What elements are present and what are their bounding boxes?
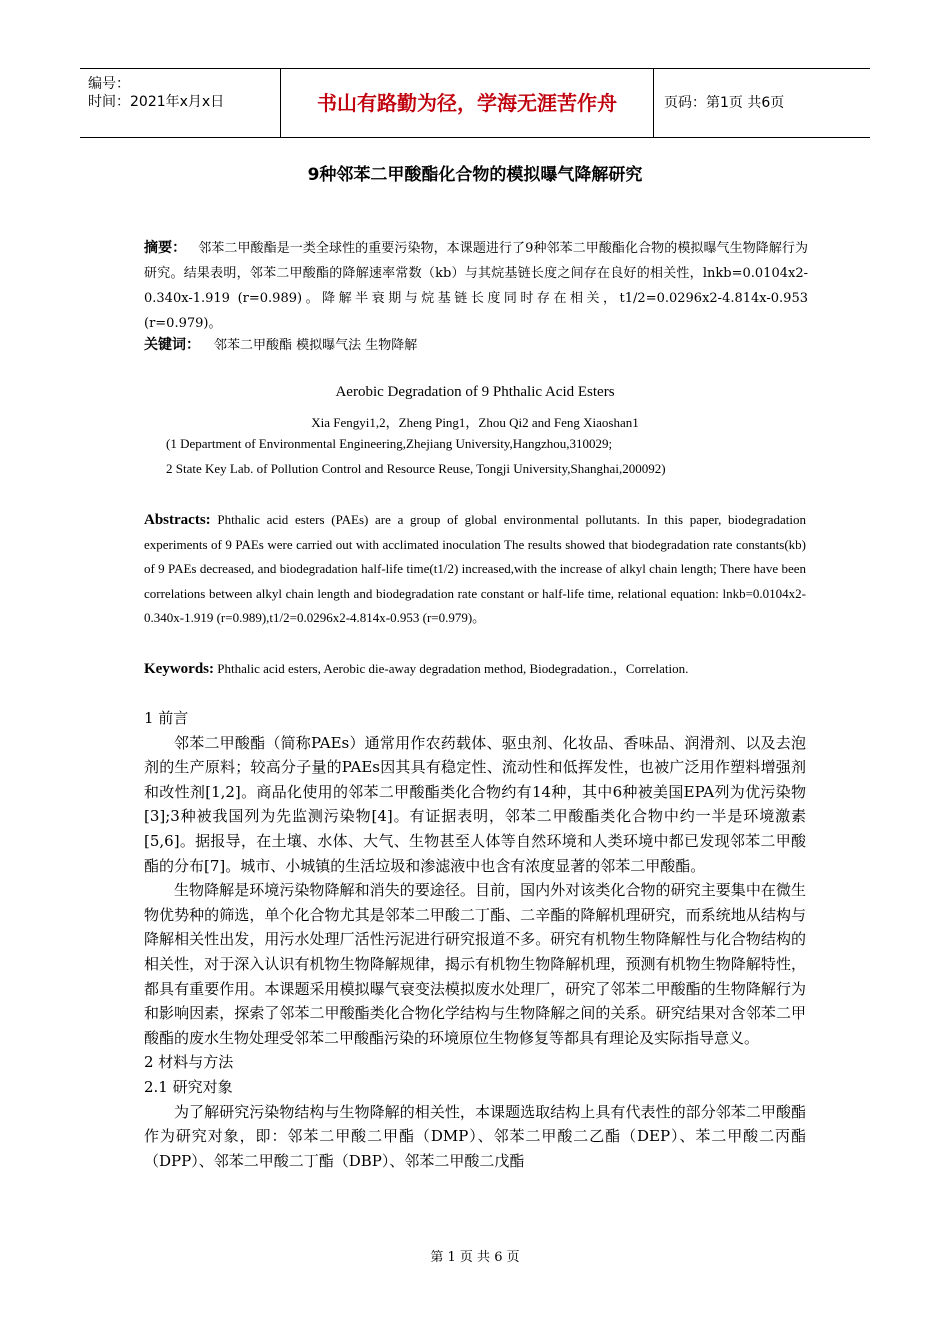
abstract-en-text: Phthalic acid esters (PAEs) are a group of global environmental pollutants. In this paper, biodegradation experiments of 9 PAEs were carried out with acclimated inoculation The results showed that biodegradation rate constants(kb) of 9 PAEs decreased, and biodegradation half-life time(t1/2) increased,with the increase of alkyl chain length; There have been correlations between alkyl chain length and biodegradation rate constant or half-life time, relational equation: lnkb=0.0104x2-0.340x-1.919 (r=0.989),t1/2=0.0296x2-4.814x-0.953 (r=0.979)。 [144, 512, 806, 626]
abstract-cn-text: 邻苯二甲酸酯是一类全球性的重要污染物，本课题进行了9种邻苯二甲酸酯化合物的模拟曝气生物降解行为研究。结果表明，邻苯二甲酸酯的降解速率常数（kb）与其烷基链长度之间存在良好的相关性，lnkb=0.0104x2-0.340x-1.919 (r=0.989)。降解半衰期与烷基链长度同时存在相关，t1/2=0.0296x2-4.814x-0.953 (r=0.979)。 [144, 241, 808, 331]
abstract-en-label: Abstracts: [144, 512, 211, 528]
section-1-paragraph-1: 邻苯二甲酸酯（简称PAEs）通常用作农药载体、驱虫剂、化妆品、香味品、润滑剂、以及去泡剂的生产原料；较高分子量的PAEs因其具有稳定性、流动性和低挥发性，也被广泛用作塑料增强剂和改性剂[1,2]。商品化使用的邻苯二甲酸酯类化合物约有14种，其中6种被美国EPA列为优污染物[3];3种被我国列为先监测污染物[4]。有证据表明，邻苯二甲酸酯类化合物中约一半是环境激素[5,6]。据报导，在土壤、水体、大气、生物甚至人体等自然环境和人类环境中都已发现邻苯二甲酸酯的分布[7]。城市、小城镇的生活垃圾和渗滤液中也含有浓度显著的邻苯二甲酸酯。 [144, 733, 806, 875]
keywords-en-label: Keywords: [144, 661, 214, 677]
english-title: Aerobic Degradation of 9 Phthalic Acid Esters [335, 384, 615, 400]
page-header [80, 68, 870, 138]
section-1-heading: 1 前言 [144, 709, 189, 727]
affiliation-2: 2 State Key Lab. of Pollution Control and Resource Reuse, Tongji University,Shanghai,200092) [166, 461, 666, 476]
doc-number-label: 编号： [88, 76, 130, 92]
affiliation-1: (1 Department of Environmental Engineering,Zhejiang University,Hangzhou,310029; [166, 436, 613, 451]
keywords-cn-text: 邻苯二甲酸酯 模拟曝气法 生物降解 [214, 338, 418, 353]
keywords-cn [144, 334, 417, 354]
doc-time-label: 时间：2021年x月x日 [88, 94, 225, 110]
page-footer: 第 1 页 共 6 页 [430, 1250, 520, 1265]
section-2-1-paragraph-1: 为了解研究污染物结构与生物降解的相关性，本课题选取结构上具有代表性的部分邻苯二甲酸酯作为研究对象，即：邻苯二甲酸二甲酯（DMP）、邻苯二甲酸二乙酯（DEP）、苯二甲酸二丙酯（DPP）、邻苯二甲酸二丁酯（DBP）、邻苯二甲酸二戊酯 [144, 1102, 806, 1170]
header-meta [80, 69, 281, 137]
keywords-en [144, 658, 688, 678]
abstract-cn-label: 摘要： [144, 240, 187, 256]
keywords-cn-label: 关键词： [144, 337, 200, 353]
abstract-en [144, 508, 806, 631]
header-page-info: 页码：第1页 共6页 [664, 95, 785, 111]
section-1-paragraph-2: 生物降解是环境污染物降解和消失的要途径。目前，国内外对该类化合物的研究主要集中在微生物优势种的筛选，单个化合物尤其是邻苯二甲酸二丁酯、二辛酯的降解机理研究，而系统地从结构与降解相关性出发，用污水处理厂活性污泥进行研究报道不多。研究有机物生物降解性与化合物结构的相关性，对于深入认识有机物生物降解规律，揭示有机物生物降解机理，预测有机物生物降解特性，都具有重要作用。本课题采用模拟曝气衰变法模拟废水处理厂，研究了邻苯二甲酸酯的生物降解行为和影响因素，探索了邻苯二甲酸酯类化合物化学结构与生物降解之间的关系。研究结果对含邻苯二甲酸酯的废水生物处理受邻苯二甲酸酯污染的环境原位生物修复等都具有理论及实际指导意义。 [144, 881, 806, 1047]
section-2-1-heading: 2.1 研究对象 [144, 1077, 233, 1096]
keywords-en-text: Phthalic acid esters, Aerobic die-away degradation method, Biodegradation.，Correlation. [217, 661, 689, 676]
header-motto: 书山有路勤为径，学海无涯苦作舟 [281, 69, 654, 137]
body-text [144, 706, 806, 1173]
abstract-cn [144, 236, 808, 336]
paper-title: 9种邻苯二甲酸酯化合物的模拟曝气降解研究 [307, 165, 643, 185]
english-authors: Xia Fengyi1,2，Zheng Ping1，Zhou Qi2 and Feng Xiaoshan1 [311, 415, 639, 430]
section-2-heading: 2 材料与方法 [144, 1053, 234, 1072]
